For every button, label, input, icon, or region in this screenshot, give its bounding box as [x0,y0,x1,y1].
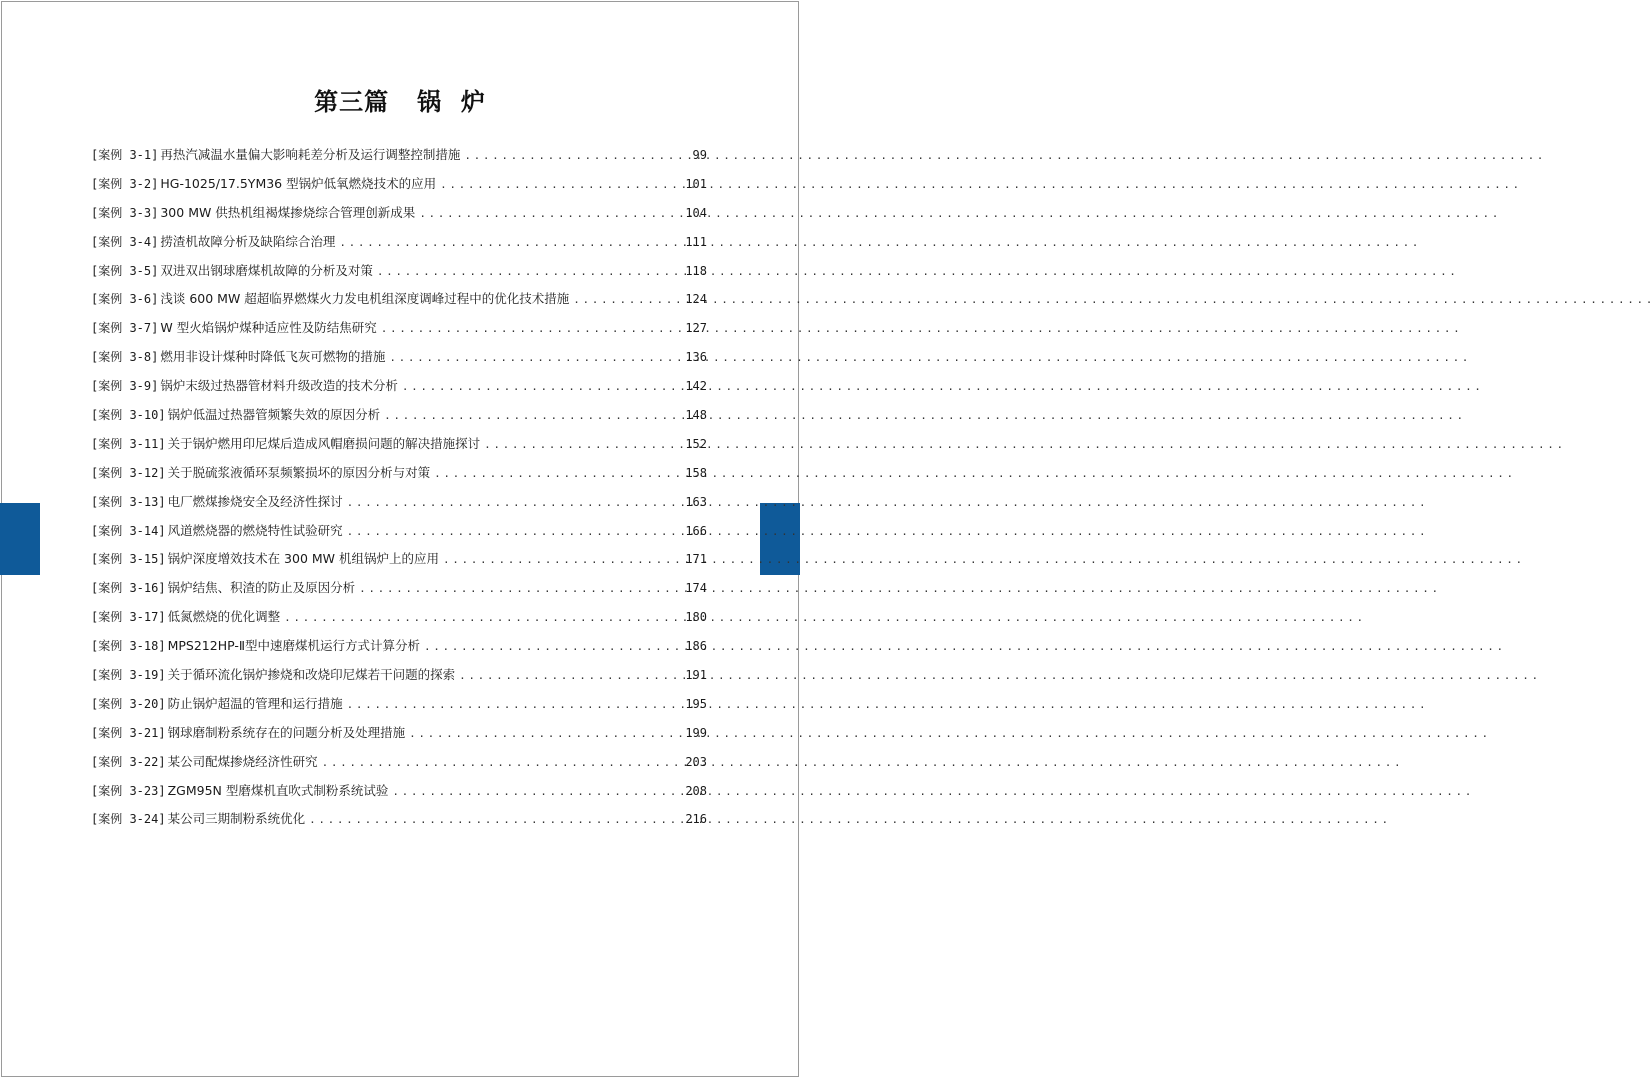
case-number: [案例 3-6] [91,292,159,307]
case-title: 低氮燃烧的优化调整 [167,609,281,625]
page-number: 148 [685,408,707,423]
toc-entry[interactable] [91,141,707,170]
dot-leader [359,575,681,604]
case-number: [案例 3-15] [91,552,166,567]
case-title: 300 MW 供热机组褐煤掺烧综合管理创新成果 [160,204,416,220]
page-number: 99 [692,148,707,162]
toc-entry[interactable] [91,170,707,199]
page-number: 166 [685,523,707,538]
toc-entry[interactable] [91,603,707,632]
case-title: 风道燃烧器的燃烧特性试验研究 [167,522,343,538]
case-number: [案例 3-12] [91,465,166,480]
case-number: [案例 3-8] [91,350,159,365]
case-number: [案例 3-24] [91,812,166,827]
case-title: 双进双出钢球磨煤机故障的分析及对策 [160,262,373,278]
dot-leader [377,258,681,287]
page-number: 174 [685,581,707,596]
page-number: 136 [685,350,707,365]
case-title: W 型火焰锅炉煤种适应性及防结焦研究 [160,320,377,336]
toc-entry[interactable] [91,805,707,834]
case-title: 燃用非设计煤种时降低飞灰可燃物的措施 [160,349,386,365]
case-title: 某公司配煤掺烧经济性研究 [167,753,318,769]
table-of-contents [91,141,707,834]
case-number: [案例 3-7] [91,321,159,336]
case-number: [案例 3-18] [91,639,166,654]
case-title: 某公司三期制粉系统优化 [167,811,306,827]
page-number: 216 [685,812,707,827]
case-number: [案例 3-17] [91,610,166,625]
toc-entry[interactable] [91,372,707,401]
toc-entry[interactable] [91,690,707,719]
toc-entry[interactable] [91,719,707,748]
case-title: 防止锅炉超温的管理和运行措施 [167,695,343,711]
dot-leader [484,431,681,460]
case-number: [案例 3-13] [91,494,166,509]
dot-leader [434,460,681,489]
toc-entry[interactable] [91,574,707,603]
dot-leader [402,373,681,402]
toc-entry[interactable] [91,459,707,488]
case-title: HG-1025/17.5YM36 型锅炉低氧燃烧技术的应用 [160,175,437,191]
case-number: [案例 3-9] [91,379,159,394]
case-number: [案例 3-11] [91,436,166,451]
toc-entry[interactable] [91,632,707,661]
dot-leader [284,604,681,633]
case-number: [案例 3-19] [91,668,166,683]
dot-leader [392,778,681,807]
toc-entry[interactable] [91,488,707,517]
case-title: 锅炉末级过热器管材料升级改造的技术分析 [160,378,398,394]
case-number: [案例 3-23] [91,783,166,798]
toc-entry[interactable] [91,777,707,806]
page-number: 180 [685,610,707,625]
case-number: [案例 3-3] [91,205,159,220]
dot-leader [381,315,682,344]
case-title: 钢球磨制粉系统存在的问题分析及处理措施 [167,724,406,740]
case-number: [案例 3-10] [91,408,166,423]
dot-leader [409,720,681,749]
case-title: 关于锅炉燃用印尼煤后造成风帽磨损问题的解决措施探讨 [167,435,481,451]
toc-entry[interactable] [91,314,707,343]
page-number: 124 [685,292,707,307]
page-number: 101 [685,176,707,191]
page-number: 199 [685,725,707,740]
page-number: 186 [685,639,707,654]
toc-entry[interactable] [91,401,707,430]
dot-leader [459,662,681,691]
case-title: 关于脱硫浆液循环泵频繁损坏的原因分析与对策 [167,464,431,480]
left-side-tab [0,503,40,575]
page-number: 208 [685,783,707,798]
case-number: [案例 3-16] [91,581,166,596]
case-number: [案例 3-2] [91,176,159,191]
dot-leader [322,749,682,778]
case-title: 锅炉低温过热器管频繁失效的原因分析 [167,407,381,423]
dot-leader [347,691,682,720]
page-number: 142 [685,379,707,394]
case-number: [案例 3-14] [91,523,166,538]
toc-entry[interactable] [91,199,707,228]
page-number: 203 [685,754,707,769]
dot-leader [440,171,681,200]
dot-leader [419,200,681,229]
case-number: [案例 3-4] [91,234,159,249]
dot-leader [384,402,681,431]
page-number: 152 [685,436,707,451]
case-title: ZGM95N 型磨煤机直吹式制粉系统试验 [167,782,389,798]
page-number: 158 [685,465,707,480]
dot-leader [309,806,681,835]
page-number: 191 [685,668,707,683]
case-title: 电厂燃煤掺烧安全及经济性探讨 [167,493,343,509]
case-number: [案例 3-21] [91,725,166,740]
dot-leader [339,229,681,258]
case-number: [案例 3-20] [91,696,166,711]
toc-entry[interactable] [91,517,707,546]
case-title: MPS212HP-Ⅱ型中速磨煤机运行方式计算分析 [167,638,421,654]
case-number: [案例 3-22] [91,754,166,769]
dot-leader [347,489,682,518]
toc-entry[interactable] [91,257,707,286]
page-number: 127 [685,321,707,336]
toc-entry[interactable] [91,285,707,314]
case-title: 浅谈 600 MW 超超临界燃煤火力发电机组深度调峰过程中的优化技术措施 [160,291,570,307]
page-number: 104 [685,205,707,220]
dot-leader [389,344,681,373]
case-title: 锅炉深度增效技术在 300 MW 机组锅炉上的应用 [167,551,440,567]
case-title: 关于循环流化锅炉掺烧和改烧印尼煤若干问题的探索 [167,667,456,683]
toc-entry[interactable] [91,228,707,257]
dot-leader [443,546,681,575]
toc-entry[interactable] [91,430,707,459]
case-number: [案例 3-1] [91,148,159,162]
toc-entry[interactable] [91,545,707,574]
toc-entry[interactable] [91,343,707,372]
case-number: [案例 3-5] [91,263,159,278]
page-number: 195 [685,696,707,711]
page-title: 第三篇 锅 炉 [314,88,486,116]
case-title: 再热汽减温水量偏大影响耗差分析及运行调整控制措施 [160,147,461,162]
case-title: 捞渣机故障分析及缺陷综合治理 [160,233,336,249]
page-number: 118 [685,263,707,278]
dot-leader [424,633,681,662]
page-number: 163 [685,494,707,509]
page-number: 171 [685,552,707,567]
dot-leader [464,142,688,171]
toc-entry[interactable] [91,661,707,690]
toc-entry[interactable] [91,748,707,777]
case-title: 锅炉结焦、积渣的防止及原因分析 [167,580,356,596]
page-number: 111 [685,234,707,249]
dot-leader [573,286,681,315]
dot-leader [347,518,682,547]
